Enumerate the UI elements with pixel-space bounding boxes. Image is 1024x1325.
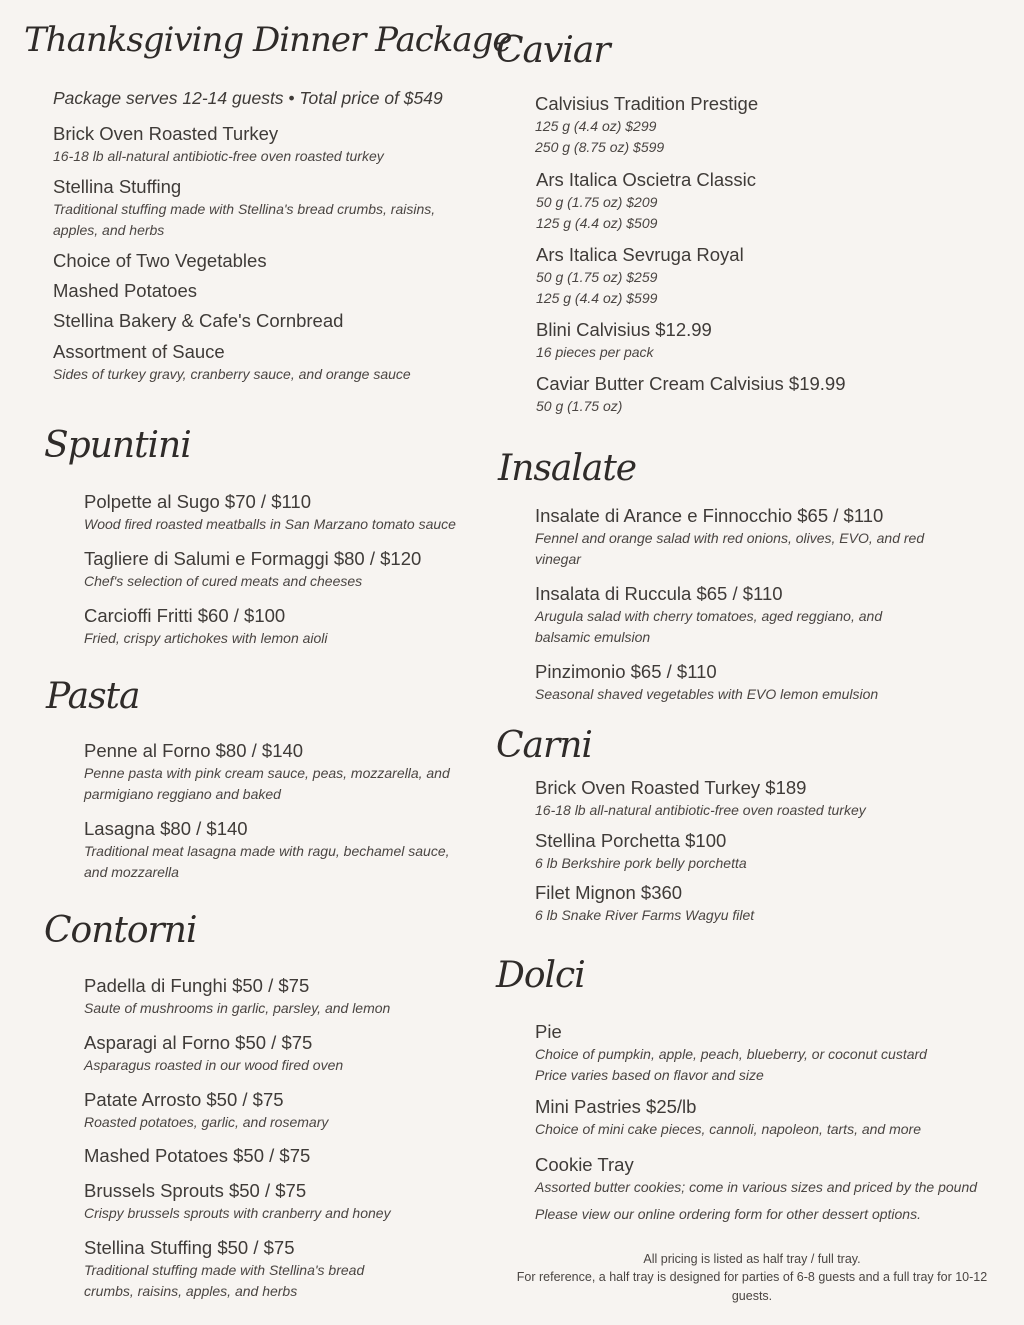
- item-desc: 50 g (1.75 oz): [536, 398, 623, 414]
- item-name: Mashed Potatoes: [53, 280, 197, 301]
- item-name: Stellina Stuffing $50 / $75: [84, 1237, 295, 1258]
- section-title-caviar: Caviar: [496, 30, 610, 71]
- section-title-pasta: Pasta: [46, 676, 140, 717]
- menu-item: [536, 168, 756, 234]
- section-title-contorni: Contorni: [44, 910, 197, 951]
- item-desc: 125 g (4.4 oz) $599: [536, 290, 658, 306]
- menu-item: [535, 829, 747, 874]
- package-item: [53, 340, 411, 385]
- item-desc: 50 g (1.75 oz) $259: [536, 269, 658, 285]
- package-item: [53, 309, 343, 333]
- item-desc: Chef's selection of cured meats and cheeses: [84, 573, 363, 589]
- item-desc: Traditional meat lasagna made with ragu, bechamel sauce,: [84, 843, 450, 859]
- item-name: Cookie Tray: [535, 1154, 634, 1175]
- package-title: Thanksgiving Dinner Package: [24, 20, 512, 60]
- item-desc: Traditional stuffing made with Stellina's bread crumbs, raisins,: [53, 201, 436, 217]
- menu-item: [84, 974, 390, 1019]
- menu-item: [536, 243, 744, 309]
- item-desc: Saute of mushrooms in garlic, parsley, and lemon: [84, 1000, 391, 1016]
- section-title-dolci: Dolci: [496, 955, 585, 996]
- menu-item: [536, 318, 712, 363]
- item-desc: 250 g (8.75 oz) $599: [535, 139, 665, 155]
- item-desc: balsamic emulsion: [535, 629, 651, 645]
- menu-item: [84, 1236, 364, 1302]
- item-name: Insalate di Arance e Finnocchio $65 / $110: [535, 505, 884, 526]
- item-name: Choice of Two Vegetables: [53, 250, 267, 271]
- item-desc: 16-18 lb all-natural antibiotic-free oven roasted turkey: [53, 148, 384, 164]
- item-name: Stellina Stuffing: [53, 176, 182, 197]
- item-name: Filet Mignon $360: [535, 882, 683, 903]
- item-desc: Penne pasta with pink cream sauce, peas, mozzarella, and: [84, 765, 450, 781]
- item-name: Brussels Sprouts $50 / $75: [84, 1180, 307, 1201]
- item-desc: Please view our online ordering form for other dessert options.: [535, 1206, 921, 1222]
- item-name: Patate Arrosto $50 / $75: [84, 1089, 284, 1110]
- item-name: Tagliere di Salumi e Formaggi $80 / $120: [84, 548, 422, 569]
- item-desc: 16 pieces per pack: [536, 344, 654, 360]
- menu-item: [535, 881, 754, 926]
- item-name: Brick Oven Roasted Turkey: [53, 123, 279, 144]
- item-desc: parmigiano reggiano and baked: [84, 786, 281, 802]
- item-name: Ars Italica Sevruga Royal: [536, 244, 744, 265]
- item-name: Blini Calvisius $12.99: [536, 319, 712, 340]
- item-name: Asparagi al Forno $50 / $75: [84, 1032, 313, 1053]
- menu-item: [535, 582, 882, 648]
- item-name: Mashed Potatoes $50 / $75: [84, 1145, 311, 1166]
- item-desc: Traditional stuffing made with Stellina's bread: [84, 1262, 365, 1278]
- package-item: [53, 249, 267, 273]
- menu-item: [535, 504, 924, 570]
- item-desc: Fried, crispy artichokes with lemon aioli: [84, 630, 328, 646]
- menu-item: [535, 776, 866, 821]
- menu-item: [84, 1088, 328, 1133]
- menu-item: [536, 372, 846, 417]
- item-desc: Asparagus roasted in our wood fired oven: [84, 1057, 344, 1073]
- item-name: Assortment of Sauce: [53, 341, 225, 362]
- footnote-line-2: For reference, a half tray is designed for parties of 6-8 guests and a full tray for 10-12 guests.: [516, 1270, 988, 1303]
- item-name: Caviar Butter Cream Calvisius $19.99: [536, 373, 846, 394]
- menu-item: [84, 1144, 310, 1168]
- item-desc: Choice of mini cake pieces, cannoli, napoleon, tarts, and more: [535, 1121, 921, 1137]
- item-desc: Choice of pumpkin, apple, peach, blueberry, or coconut custard: [535, 1046, 927, 1062]
- item-name: Polpette al Sugo $70 / $110: [84, 491, 311, 512]
- item-desc: 125 g (4.4 oz) $509: [536, 215, 658, 231]
- menu-item: [84, 604, 328, 649]
- menu-item: [84, 739, 450, 805]
- item-desc: 16-18 lb all-natural antibiotic-free oven roasted turkey: [535, 802, 866, 818]
- package-item: [53, 175, 435, 241]
- item-name: Brick Oven Roasted Turkey $189: [535, 777, 807, 798]
- item-desc: Crispy brussels sprouts with cranberry and honey: [84, 1205, 391, 1221]
- item-desc: Seasonal shaved vegetables with EVO lemon emulsion: [535, 686, 879, 702]
- menu-item: [84, 490, 456, 535]
- item-name: Penne al Forno $80 / $140: [84, 740, 304, 761]
- item-desc: and mozzarella: [84, 864, 179, 880]
- item-name: Insalata di Ruccula $65 / $110: [535, 583, 783, 604]
- menu-item: [84, 1179, 391, 1224]
- footnote-line-1: All pricing is listed as half tray / full tray.: [643, 1252, 861, 1266]
- item-desc: 6 lb Berkshire pork belly porchetta: [535, 855, 747, 871]
- item-name: Calvisius Tradition Prestige: [535, 93, 759, 114]
- menu-item: [535, 1153, 977, 1225]
- package-item: [53, 279, 197, 303]
- section-title-insalate: Insalate: [498, 448, 637, 489]
- item-name: Stellina Porchetta $100: [535, 830, 727, 851]
- menu-item: [84, 547, 421, 592]
- item-desc: Fennel and orange salad with red onions, olives, EVO, and red: [535, 530, 925, 546]
- item-desc: Arugula salad with cherry tomatoes, aged reggiano, and: [535, 608, 883, 624]
- item-desc: 6 lb Snake River Farms Wagyu filet: [535, 907, 755, 923]
- menu-item: [84, 817, 450, 883]
- item-desc: crumbs, raisins, apples, and herbs: [84, 1283, 298, 1299]
- item-name: Ars Italica Oscietra Classic: [536, 169, 756, 190]
- item-desc: Assorted butter cookies; come in various sizes and priced by the pound: [535, 1179, 978, 1195]
- item-desc: Sides of turkey gravy, cranberry sauce, and orange sauce: [53, 366, 411, 382]
- menu-item: [84, 1031, 343, 1076]
- item-name: Pinzimonio $65 / $110: [535, 661, 717, 682]
- item-desc: Roasted potatoes, garlic, and rosemary: [84, 1114, 329, 1130]
- item-desc: Price varies based on flavor and size: [535, 1067, 764, 1083]
- package-intro: Package serves 12-14 guests • Total price of $549: [53, 88, 443, 108]
- item-desc: 125 g (4.4 oz) $299: [535, 118, 657, 134]
- menu-item: [535, 1020, 927, 1086]
- section-title-carni: Carni: [496, 725, 592, 766]
- item-desc: 50 g (1.75 oz) $209: [536, 194, 658, 210]
- menu-item: [535, 92, 758, 158]
- item-desc: Wood fired roasted meatballs in San Marzano tomato sauce: [84, 516, 456, 532]
- item-name: Stellina Bakery & Cafe's Cornbread: [53, 310, 344, 331]
- menu-item: [535, 660, 878, 705]
- item-desc: vinegar: [535, 551, 581, 567]
- item-name: Mini Pastries $25/lb: [535, 1096, 697, 1117]
- section-title-spuntini: Spuntini: [44, 425, 191, 466]
- menu-item: [535, 1095, 921, 1140]
- item-desc: apples, and herbs: [53, 222, 165, 238]
- item-name: Carcioffi Fritti $60 / $100: [84, 605, 286, 626]
- item-name: Pie: [535, 1021, 562, 1042]
- item-name: Lasagna $80 / $140: [84, 818, 248, 839]
- package-item: [53, 122, 384, 167]
- item-name: Padella di Funghi $50 / $75: [84, 975, 310, 996]
